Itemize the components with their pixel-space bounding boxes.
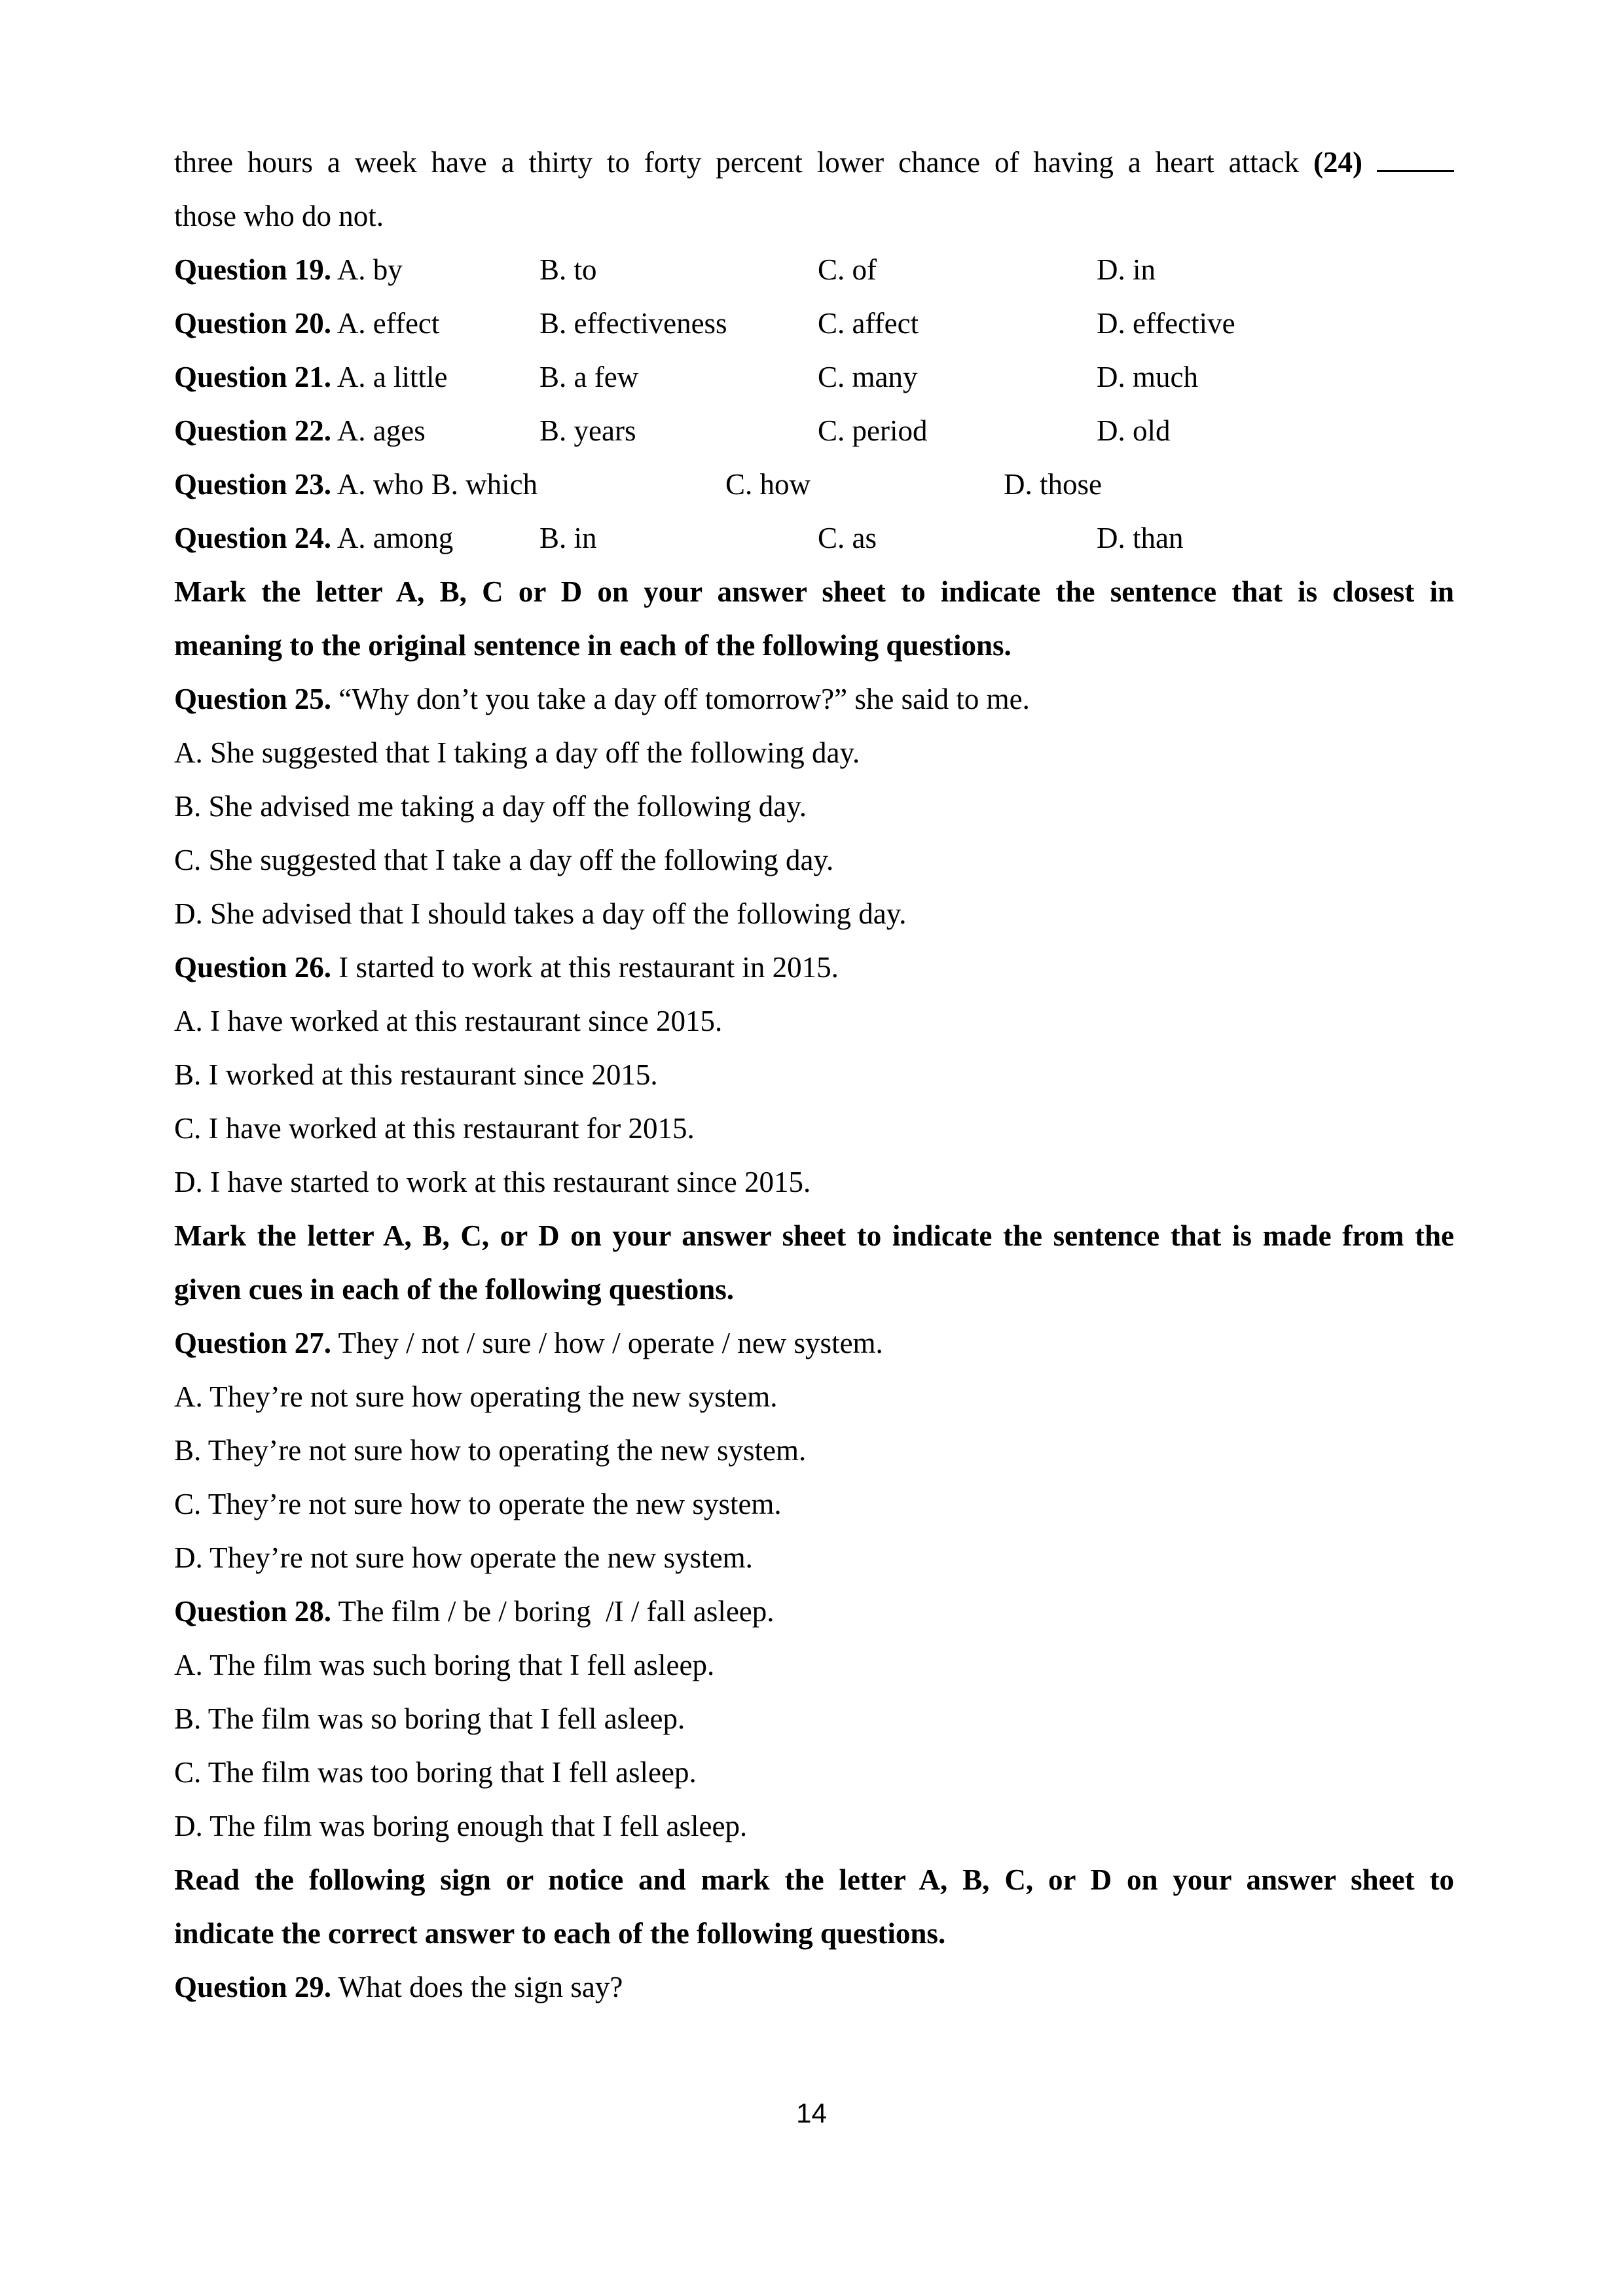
answer-choice: A. I have worked at this restaurant since 2015.: [174, 1005, 723, 1037]
option-c: C. as: [818, 522, 877, 554]
option-b: B. years: [539, 414, 636, 447]
option-c: C. how: [725, 468, 811, 501]
page-number: 14: [796, 2098, 827, 2128]
section-instruction: indicate the correct answer to each of the following questions.: [174, 1917, 946, 1950]
option-d: D. effective: [1097, 307, 1235, 340]
question-24-options: Question 24. A. among B. in C. as D. than: [174, 511, 1454, 565]
question-21-options: Question 21. A. a little B. a few C. many D. much: [174, 350, 1454, 404]
option-b: B. effectiveness: [539, 307, 727, 340]
question-19-options: Question 19. A. by B. to C. of D. in: [174, 243, 1454, 296]
answer-choice: C. The film was too boring that I fell asleep.: [174, 1756, 697, 1789]
option-d: D. old: [1097, 414, 1171, 447]
option-c: C. many: [818, 361, 918, 393]
answer-choice: B. She advised me taking a day off the following day.: [174, 790, 807, 823]
option-b: B. in: [539, 522, 597, 554]
option-c: C. affect: [818, 307, 919, 340]
option-d: D. in: [1097, 253, 1156, 286]
answer-choice: D. The film was boring enough that I fell asleep.: [174, 1810, 748, 1842]
question-29: Question 29. What does the sign say?: [174, 1971, 623, 2003]
option-c: C. period: [818, 414, 928, 447]
option-b: B. to: [539, 253, 597, 286]
passage-line-2: those who do not.: [174, 200, 384, 232]
section-instruction: meaning to the original sentence in each of the following questions.: [174, 629, 1012, 662]
section-instruction: Mark the letter A, B, C, or D on your answer sheet to indicate the sentence that is made from the: [174, 1219, 1454, 1252]
question-25: Question 25. “Why don’t you take a day off tomorrow?” she said to me.: [174, 683, 1030, 715]
answer-choice: C. She suggested that I take a day off the following day.: [174, 844, 834, 876]
answer-choice: B. They’re not sure how to operating the new system.: [174, 1434, 807, 1467]
answer-choice: D. They’re not sure how operate the new system.: [174, 1541, 753, 1574]
question-22-options: Question 22. A. ages B. years C. period D. old: [174, 404, 1454, 457]
question-23-options: Question 23. A. who B. which C. how D. those: [174, 457, 1454, 511]
option-c: C. of: [818, 253, 877, 286]
answer-choice: C. I have worked at this restaurant for 2015.: [174, 1112, 695, 1145]
option-d: D. than: [1097, 522, 1184, 554]
question-26: Question 26. I started to work at this restaurant in 2015.: [174, 951, 839, 984]
answer-choice: D. I have started to work at this restaurant since 2015.: [174, 1166, 811, 1198]
question-27: Question 27. They / not / sure / how / operate / new system.: [174, 1327, 883, 1359]
question-20-options: Question 20. A. effect B. effectiveness C. affect D. effective: [174, 296, 1454, 350]
gap-number: (24): [1313, 146, 1363, 179]
answer-blank: [1377, 144, 1454, 172]
option-b: B. which: [431, 468, 538, 501]
section-instruction: Mark the letter A, B, C or D on your answer sheet to indicate the sentence that is closest in: [174, 575, 1454, 608]
option-d: D. those: [1004, 468, 1102, 501]
answer-choice: B. I worked at this restaurant since 2015.: [174, 1058, 658, 1091]
section-instruction: given cues in each of the following questions.: [174, 1273, 735, 1306]
option-d: D. much: [1097, 361, 1198, 393]
section-instruction: Read the following sign or notice and mark the letter A, B, C, or D on your answer sheet to: [174, 1863, 1454, 1896]
passage-line-1: three hours a week have a thirty to forty percent lower chance of having a heart attack (24): [174, 135, 1454, 189]
answer-choice: B. The film was so boring that I fell asleep.: [174, 1702, 685, 1735]
answer-choice: A. She suggested that I taking a day off the following day.: [174, 736, 860, 769]
answer-choice: A. The film was such boring that I fell asleep.: [174, 1649, 715, 1681]
document-body: [174, 135, 1454, 2014]
answer-choice: A. They’re not sure how operating the new system.: [174, 1380, 778, 1413]
answer-choice: D. She advised that I should takes a day off the following day.: [174, 897, 907, 930]
answer-choice: C. They’re not sure how to operate the new system.: [174, 1488, 782, 1520]
option-b: B. a few: [539, 361, 639, 393]
question-28: Question 28. The film / be / boring /I / fall asleep.: [174, 1595, 775, 1628]
